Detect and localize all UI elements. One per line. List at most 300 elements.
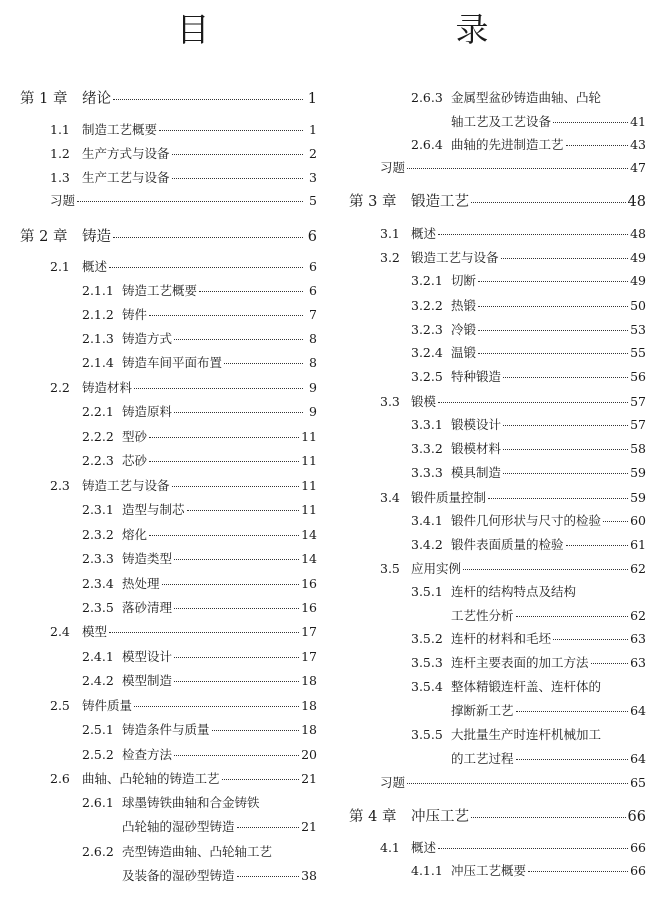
toc-entry[interactable] (20, 671, 317, 693)
toc-entry-number: 1.1 (50, 122, 70, 137)
toc-entry[interactable] (349, 488, 646, 510)
dot-leader (503, 449, 628, 450)
dot-leader (162, 584, 300, 585)
toc-entry-number: 2.3.2 (82, 527, 114, 542)
toc-entry[interactable] (20, 353, 317, 375)
toc-entry-title: 的工艺过程 (451, 751, 514, 766)
toc-entry-page: 8 (309, 331, 317, 346)
toc-entry[interactable] (20, 793, 317, 815)
toc-entry-number: 3.3.2 (411, 441, 443, 456)
toc-entry-page: 1 (309, 122, 317, 137)
toc-entry-number: 3.5.1 (411, 584, 443, 599)
toc-entry-number: 2.2.2 (82, 429, 114, 444)
toc-entry-title: 曲轴的先进制造工艺 (451, 137, 564, 152)
toc-entry-number: 3.5 (380, 561, 400, 576)
toc-entry[interactable] (20, 574, 317, 596)
toc-entry-title: 生产工艺与设备 (82, 170, 170, 185)
toc-entry-page: 43 (630, 137, 646, 152)
toc-entry-title: 铸造方式 (122, 331, 173, 346)
toc-entry-page: 63 (630, 631, 646, 646)
toc-entry-number: 3.3.1 (411, 417, 443, 432)
toc-entry-title: 锻造工艺与设备 (411, 250, 499, 265)
toc-entry-title: 制造工艺概要 (82, 122, 158, 137)
toc-entry[interactable] (20, 696, 317, 718)
toc-entry[interactable] (349, 392, 646, 414)
toc-entry-page: 14 (301, 551, 317, 566)
toc-entry[interactable] (20, 525, 317, 547)
dot-leader (172, 178, 303, 179)
toc-entry[interactable] (349, 224, 646, 246)
toc-entry-page: 18 (301, 673, 317, 688)
toc-entry[interactable] (349, 271, 646, 293)
toc-entry-title: 及装备的湿砂型铸造 (122, 868, 235, 883)
toc-entry-title: 冷锻 (451, 322, 477, 337)
toc-entry-title: 铸造原料 (122, 404, 173, 419)
toc-entry-page: 49 (630, 273, 646, 288)
toc-entry-page: 18 (301, 722, 317, 737)
dot-leader (553, 122, 628, 123)
toc-entry-page: 61 (630, 537, 646, 552)
toc-entry[interactable] (20, 87, 317, 109)
toc-entry-number: 2.3.3 (82, 551, 114, 566)
toc-entry[interactable] (349, 535, 646, 557)
toc-entry[interactable] (349, 725, 646, 747)
toc-entry-title: 习题 (50, 193, 76, 208)
dot-leader (503, 377, 628, 378)
toc-entry[interactable] (20, 427, 317, 449)
toc-entry-page: 47 (630, 160, 646, 175)
toc-entry-number: 3.2.4 (411, 345, 443, 360)
toc-entry-title: 铸造类型 (122, 551, 173, 566)
toc-entry-title: 热锻 (451, 298, 477, 313)
dot-leader (172, 154, 303, 155)
toc-entry-title: 铸造工艺与设备 (82, 478, 170, 493)
toc-entry-page: 65 (630, 775, 646, 790)
dot-leader (471, 817, 626, 818)
toc-entry-number: 2.3.1 (82, 502, 114, 517)
toc-entry-page: 66 (627, 809, 646, 825)
toc-entry-title: 习题 (380, 775, 406, 790)
toc-entry-title: 工艺性分析 (451, 608, 514, 623)
toc-entry-number: 第 2 章 (20, 229, 68, 245)
dot-leader (478, 353, 628, 354)
toc-entry-title: 锻模设计 (451, 417, 502, 432)
dot-leader (174, 608, 299, 609)
toc-entry-page: 21 (301, 819, 317, 834)
dot-leader (478, 330, 628, 331)
toc-entry-title: 绪论 (82, 91, 111, 107)
toc-entry[interactable] (349, 112, 646, 134)
toc-entry-number: 1.3 (50, 170, 70, 185)
toc-entry-title: 锻模 (411, 394, 437, 409)
toc-entry[interactable] (349, 190, 646, 212)
toc-entry-number: 3.5.3 (411, 655, 443, 670)
toc-entry-title: 金属型盆砂铸造曲轴、凸轮 (451, 90, 602, 105)
toc-entry-title: 大批量生产时连杆机械加工 (451, 727, 602, 742)
toc-entry-title: 锻件质量控制 (411, 490, 487, 505)
dot-leader (149, 461, 299, 462)
toc-entry[interactable] (20, 745, 317, 767)
toc-entry-number: 2.1.3 (82, 331, 114, 346)
toc-entry-number: 2.3.5 (82, 600, 114, 615)
toc-entry-number: 2.6.1 (82, 795, 114, 810)
toc-entry-page: 6 (309, 259, 317, 274)
toc-entry-title: 模型设计 (122, 649, 173, 664)
toc-entry[interactable] (349, 135, 646, 157)
toc-entry-title: 整体精锻连杆盖、连杆体的 (451, 679, 602, 694)
toc-entry[interactable] (349, 158, 646, 180)
toc-entry[interactable] (20, 168, 317, 190)
toc-entry-number: 2.3.4 (82, 576, 114, 591)
toc-entry[interactable] (349, 296, 646, 318)
toc-entry-number: 3.5.2 (411, 631, 443, 646)
dot-leader (159, 130, 303, 131)
toc-entry[interactable] (20, 378, 317, 400)
dot-leader (478, 306, 628, 307)
toc-entry-page: 49 (630, 250, 646, 265)
toc-entry-page: 64 (630, 751, 646, 766)
toc-entry[interactable] (349, 677, 646, 699)
toc-entry-number: 2.1.4 (82, 355, 114, 370)
toc-entry[interactable] (349, 439, 646, 461)
toc-entry-title: 习题 (380, 160, 406, 175)
dot-leader (149, 315, 303, 316)
toc-entry-number: 3.3 (380, 394, 400, 409)
dot-leader (77, 201, 303, 202)
toc-entry-page: 57 (630, 417, 646, 432)
dot-leader (222, 779, 300, 780)
toc-entry-number: 4.1.1 (411, 863, 443, 878)
toc-entry-page: 66 (630, 863, 646, 878)
toc-entry-title: 锻造工艺 (411, 194, 469, 210)
dot-leader (471, 202, 626, 203)
toc-entry[interactable] (20, 842, 317, 864)
toc-entry-page: 60 (630, 513, 646, 528)
toc-entry-number: 3.4 (380, 490, 400, 505)
toc-entry-page: 57 (630, 394, 646, 409)
dot-leader (113, 237, 303, 238)
dot-leader (438, 402, 628, 403)
toc-entry-page: 6 (309, 283, 317, 298)
toc-entry-page: 3 (309, 170, 317, 185)
dot-leader (516, 759, 629, 760)
dot-leader (438, 234, 628, 235)
toc-entry[interactable] (20, 329, 317, 351)
dot-leader (187, 510, 300, 511)
toc-entry[interactable] (349, 606, 646, 628)
toc-entry-page: 17 (301, 624, 317, 639)
dot-leader (174, 559, 299, 560)
dot-leader (591, 663, 629, 664)
toc-entry-title: 冲压工艺概要 (451, 863, 527, 878)
toc-entry[interactable] (349, 582, 646, 604)
dot-leader (503, 473, 628, 474)
toc-entry[interactable] (20, 647, 317, 669)
toc-entry-title: 模型 (82, 624, 108, 639)
toc-entry-number: 3.5.4 (411, 679, 443, 694)
toc-entry-page: 11 (301, 478, 317, 493)
toc-entry-number: 2.3 (50, 478, 70, 493)
toc-entry-number: 2.4.1 (82, 649, 114, 664)
toc-entry[interactable] (349, 629, 646, 651)
toc-entry[interactable] (349, 805, 646, 827)
toc-entry-title: 特种锻造 (451, 369, 502, 384)
toc-entry-number: 4.1 (380, 840, 400, 855)
toc-entry[interactable] (20, 549, 317, 571)
toc-entry-number: 3.4.2 (411, 537, 443, 552)
dot-leader (149, 437, 299, 438)
toc-entry[interactable] (349, 88, 646, 110)
toc-entry-number: 3.1 (380, 226, 400, 241)
toc-entry-title: 曲轴、凸轮轴的铸造工艺 (82, 771, 220, 786)
toc-entry[interactable] (20, 281, 317, 303)
toc-entry[interactable] (20, 622, 317, 644)
toc-entry[interactable] (20, 402, 317, 424)
dot-leader (438, 848, 628, 849)
dot-leader (134, 706, 299, 707)
toc-entry-title: 切断 (451, 273, 477, 288)
toc-entry-page: 20 (301, 747, 317, 762)
toc-entry-title: 芯砂 (122, 453, 148, 468)
toc-entry-page: 62 (630, 608, 646, 623)
dot-leader (224, 363, 303, 364)
toc-entry-page: 48 (630, 226, 646, 241)
dot-leader (237, 827, 300, 828)
toc-entry-title: 铸造车间平面布置 (122, 355, 223, 370)
toc-entry-page: 56 (630, 369, 646, 384)
toc-entry-number: 2.6 (50, 771, 70, 786)
toc-entry-number: 2.6.2 (82, 844, 114, 859)
toc-entry-number: 2.1 (50, 259, 70, 274)
dot-leader (407, 783, 628, 784)
toc-entry-page: 8 (309, 355, 317, 370)
toc-entry-page: 11 (301, 502, 317, 517)
toc-entry-title: 造型与制芯 (122, 502, 185, 517)
toc-entry-page: 62 (630, 561, 646, 576)
toc-entry-page: 11 (301, 453, 317, 468)
toc-entry-number: 2.4.2 (82, 673, 114, 688)
toc-entry-title: 撑断新工艺 (451, 703, 514, 718)
toc-entry-title: 检查方法 (122, 747, 173, 762)
toc-entry-number: 2.2 (50, 380, 70, 395)
dot-leader (134, 388, 303, 389)
toc-entry-number: 2.1.1 (82, 283, 114, 298)
toc-entry[interactable] (20, 120, 317, 142)
toc-entry-number: 3.4.1 (411, 513, 443, 528)
toc-entry-title: 热处理 (122, 576, 160, 591)
dot-leader (109, 267, 303, 268)
dot-leader (172, 486, 300, 487)
toc-entry[interactable] (349, 367, 646, 389)
toc-entry[interactable] (349, 320, 646, 342)
dot-leader (528, 871, 628, 872)
toc-entry-page: 9 (309, 404, 317, 419)
dot-leader (109, 632, 299, 633)
toc-entry-title: 落砂清理 (122, 600, 173, 615)
dot-leader (566, 145, 629, 146)
toc-entry-title: 熔化 (122, 527, 148, 542)
dot-leader (516, 616, 629, 617)
page-title: 目 录 (176, 10, 549, 49)
toc-entry-number: 2.4 (50, 624, 70, 639)
toc-entry[interactable] (20, 866, 317, 888)
toc-entry-page: 50 (630, 298, 646, 313)
toc-entry[interactable] (349, 463, 646, 485)
toc-entry-title: 铸造材料 (82, 380, 133, 395)
toc-entry-number: 3.2.3 (411, 322, 443, 337)
toc-entry-number: 3.5.5 (411, 727, 443, 742)
toc-entry[interactable] (349, 248, 646, 270)
dot-leader (174, 657, 299, 658)
toc-entry[interactable] (20, 500, 317, 522)
dot-leader (478, 281, 628, 282)
toc-entry[interactable] (349, 343, 646, 365)
toc-entry-number: 3.2.1 (411, 273, 443, 288)
toc-entry[interactable] (20, 817, 317, 839)
toc-entry[interactable] (349, 415, 646, 437)
toc-entry[interactable] (20, 769, 317, 791)
toc-entry-title: 连杆主要表面的加工方法 (451, 655, 589, 670)
dot-leader (463, 569, 628, 570)
toc-entry-page: 66 (630, 840, 646, 855)
toc-entry-page: 11 (301, 429, 317, 444)
toc-entry-number: 2.5 (50, 698, 70, 713)
toc-entry-number: 2.2.3 (82, 453, 114, 468)
toc-entry-title: 铸造 (82, 229, 111, 245)
toc-entry-page: 18 (301, 698, 317, 713)
toc-entry-title: 锻件表面质量的检验 (451, 537, 564, 552)
toc-entry[interactable] (349, 559, 646, 581)
toc-entry-number: 2.5.2 (82, 747, 114, 762)
toc-entry-page: 59 (630, 465, 646, 480)
toc-entry-title: 锻模材料 (451, 441, 502, 456)
dot-leader (113, 99, 303, 100)
dot-leader (174, 681, 299, 682)
dot-leader (516, 711, 629, 712)
toc-entry-number: 第 4 章 (349, 809, 397, 825)
toc-entry-title: 轴工艺及工艺设备 (451, 114, 552, 129)
toc-entry-page: 58 (630, 441, 646, 456)
toc-entry-page: 6 (307, 229, 317, 245)
dot-leader (174, 755, 299, 756)
toc-entry-number: 2.6.3 (411, 90, 443, 105)
dot-leader (212, 730, 300, 731)
toc-entry-number: 3.2.5 (411, 369, 443, 384)
toc-entry-page: 9 (309, 380, 317, 395)
toc-entry-title: 连杆的结构特点及结构 (451, 584, 577, 599)
toc-entry[interactable] (349, 773, 646, 795)
toc-entry[interactable] (349, 861, 646, 883)
toc-entry[interactable] (349, 511, 646, 533)
toc-entry-title: 模具制造 (451, 465, 502, 480)
toc-entry-page: 21 (301, 771, 317, 786)
dot-leader (503, 425, 628, 426)
dot-leader (566, 545, 629, 546)
toc-entry-title: 连杆的材料和毛坯 (451, 631, 552, 646)
toc-entry-title: 应用实例 (411, 561, 462, 576)
dot-leader (199, 291, 303, 292)
toc-entry-title: 概述 (411, 226, 437, 241)
dot-leader (237, 876, 300, 877)
toc-entry-title: 铸件质量 (82, 698, 133, 713)
toc-entry-title: 壳型铸造曲轴、凸轮轴工艺 (122, 844, 273, 859)
toc-entry-title: 锻件几何形状与尺寸的检验 (451, 513, 602, 528)
toc-entry-page: 59 (630, 490, 646, 505)
toc-entry-number: 2.2.1 (82, 404, 114, 419)
dot-leader (488, 498, 628, 499)
toc-entry-title: 型砂 (122, 429, 148, 444)
toc-entry-title: 概述 (82, 259, 108, 274)
toc-entry[interactable] (349, 838, 646, 860)
toc-entry-title: 模型制造 (122, 673, 173, 688)
toc-entry[interactable] (20, 598, 317, 620)
toc-entry-number: 1.2 (50, 146, 70, 161)
dot-leader (407, 168, 628, 169)
toc-entry-page: 14 (301, 527, 317, 542)
toc-entry-page: 64 (630, 703, 646, 718)
toc-entry-page: 7 (309, 307, 317, 322)
toc-entry-page: 16 (301, 600, 317, 615)
toc-entry-title: 生产方式与设备 (82, 146, 170, 161)
toc-entry[interactable] (20, 225, 317, 247)
toc-entry[interactable] (349, 653, 646, 675)
toc-entry-title: 概述 (411, 840, 437, 855)
toc-entry-number: 第 1 章 (20, 91, 68, 107)
dot-leader (174, 412, 303, 413)
toc-entry-number: 2.5.1 (82, 722, 114, 737)
toc-entry-number: 3.2.2 (411, 298, 443, 313)
dot-leader (553, 639, 628, 640)
dot-leader (149, 535, 299, 536)
toc-entry[interactable] (20, 451, 317, 473)
toc-entry-title: 球墨铸铁曲轴和合金铸铁 (122, 795, 260, 810)
toc-entry-number: 第 3 章 (349, 194, 397, 210)
toc-entry-number: 2.1.2 (82, 307, 114, 322)
toc-entry[interactable] (20, 305, 317, 327)
dot-leader (603, 521, 628, 522)
toc-entry-title: 铸造工艺概要 (122, 283, 198, 298)
toc-entry-page: 17 (301, 649, 317, 664)
toc-entry[interactable] (349, 749, 646, 771)
toc-entry-page: 41 (630, 114, 646, 129)
toc-entry[interactable] (20, 144, 317, 166)
toc-entry[interactable] (20, 720, 317, 742)
toc-entry[interactable] (20, 191, 317, 213)
toc-entry[interactable] (20, 476, 317, 498)
toc-entry-page: 53 (630, 322, 646, 337)
toc-entry-title: 凸轮轴的湿砂型铸造 (122, 819, 235, 834)
toc-entry-number: 3.3.3 (411, 465, 443, 480)
toc-entry-title: 冲压工艺 (411, 809, 469, 825)
toc-entry-page: 1 (307, 91, 317, 107)
toc-entry-page: 48 (627, 194, 646, 210)
toc-entry-title: 铸造条件与质量 (122, 722, 210, 737)
toc-entry-title: 温锻 (451, 345, 477, 360)
toc-entry-page: 2 (309, 146, 317, 161)
toc-entry-page: 55 (630, 345, 646, 360)
toc-entry-number: 2.6.4 (411, 137, 443, 152)
toc-entry[interactable] (349, 701, 646, 723)
toc-entry-page: 5 (309, 193, 317, 208)
dot-leader (174, 339, 303, 340)
toc-entry-number: 3.2 (380, 250, 400, 265)
toc-entry-title: 铸件 (122, 307, 148, 322)
toc-entry-page: 63 (630, 655, 646, 670)
dot-leader (501, 258, 629, 259)
toc-entry-page: 38 (301, 868, 317, 883)
toc-entry[interactable] (20, 257, 317, 279)
toc-entry-page: 16 (301, 576, 317, 591)
